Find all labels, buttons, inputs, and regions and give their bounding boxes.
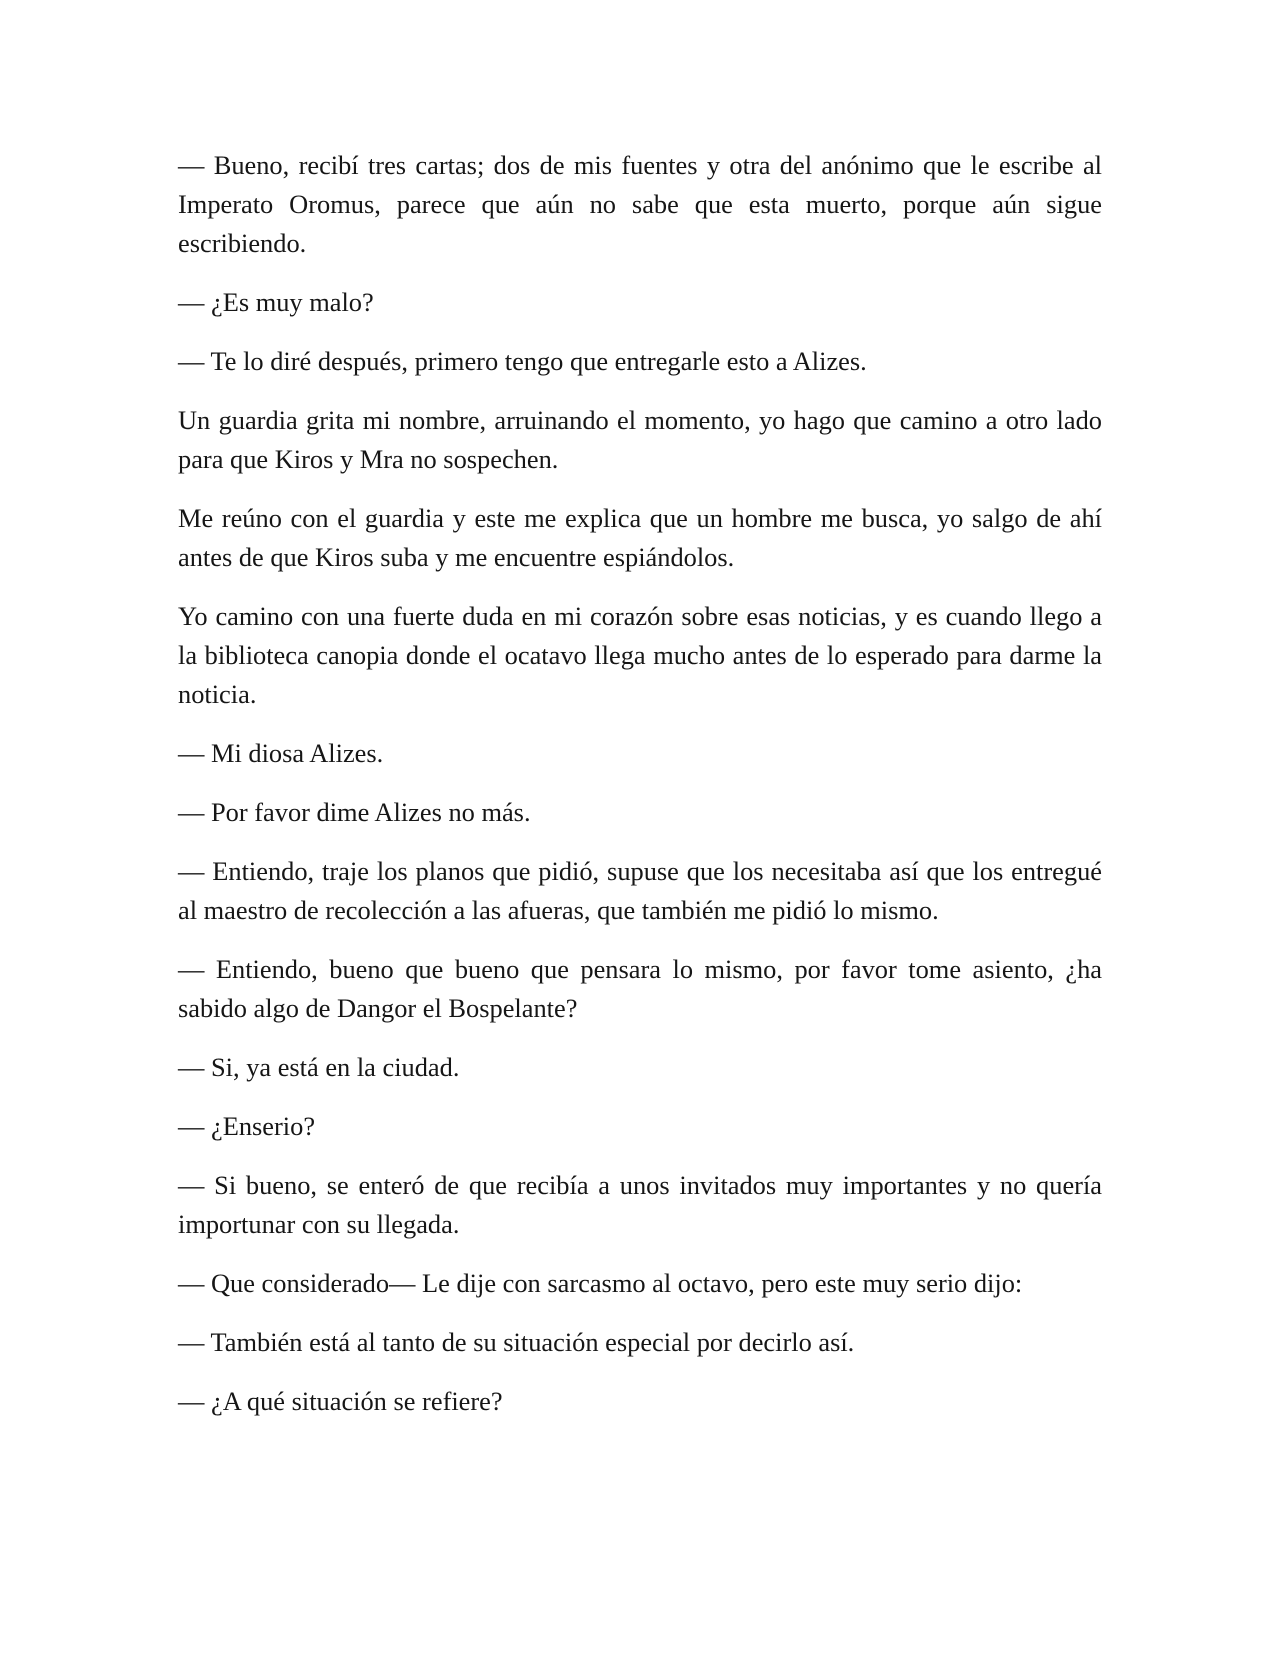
paragraph: — También está al tanto de su situación especial por decirlo así. <box>178 1327 855 1357</box>
document-body <box>178 146 1102 1441</box>
paragraph: — Te lo diré después, primero tengo que entregarle esto a Alizes. <box>178 346 867 376</box>
paragraph: — Bueno, recibí tres cartas; dos de mis fuentes y otra del anónimo que le escribe al Imperato Oromus, parece que aún no sabe que esta muerto, porque aún sigue escribiendo. <box>178 150 1102 258</box>
paragraph: — Entiendo, bueno que bueno que pensara lo mismo, por favor tome asiento, ¿ha sabido algo de Dangor el Bospelante? <box>178 954 1102 1023</box>
paragraph: — Por favor dime Alizes no más. <box>178 797 531 827</box>
paragraph: Me reúno con el guardia y este me explica que un hombre me busca, yo salgo de ahí antes de que Kiros suba y me encuentre espiándolos. <box>178 503 1102 572</box>
paragraph: — Que considerado— Le dije con sarcasmo al octavo, pero este muy serio dijo: <box>178 1268 1023 1298</box>
paragraph: — Entiendo, traje los planos que pidió, supuse que los necesitaba así que los entregué al maestro de recolección a las afueras, que también me pidió lo mismo. <box>178 856 1102 925</box>
paragraph: — Si, ya está en la ciudad. <box>178 1052 460 1082</box>
paragraph: — ¿Enserio? <box>178 1111 316 1141</box>
paragraph: — Si bueno, se enteró de que recibía a unos invitados muy importantes y no quería importunar con su llegada. <box>178 1170 1102 1239</box>
paragraph: — ¿Es muy malo? <box>178 287 374 317</box>
paragraph: Un guardia grita mi nombre, arruinando el momento, yo hago que camino a otro lado para que Kiros y Mra no sospechen. <box>178 405 1102 474</box>
paragraph: Yo camino con una fuerte duda en mi corazón sobre esas noticias, y es cuando llego a la biblioteca canopia donde el ocatavo llega mucho antes de lo esperado para darme la noticia. <box>178 601 1102 709</box>
paragraph: — ¿A qué situación se refiere? <box>178 1386 503 1416</box>
paragraph: — Mi diosa Alizes. <box>178 738 384 768</box>
